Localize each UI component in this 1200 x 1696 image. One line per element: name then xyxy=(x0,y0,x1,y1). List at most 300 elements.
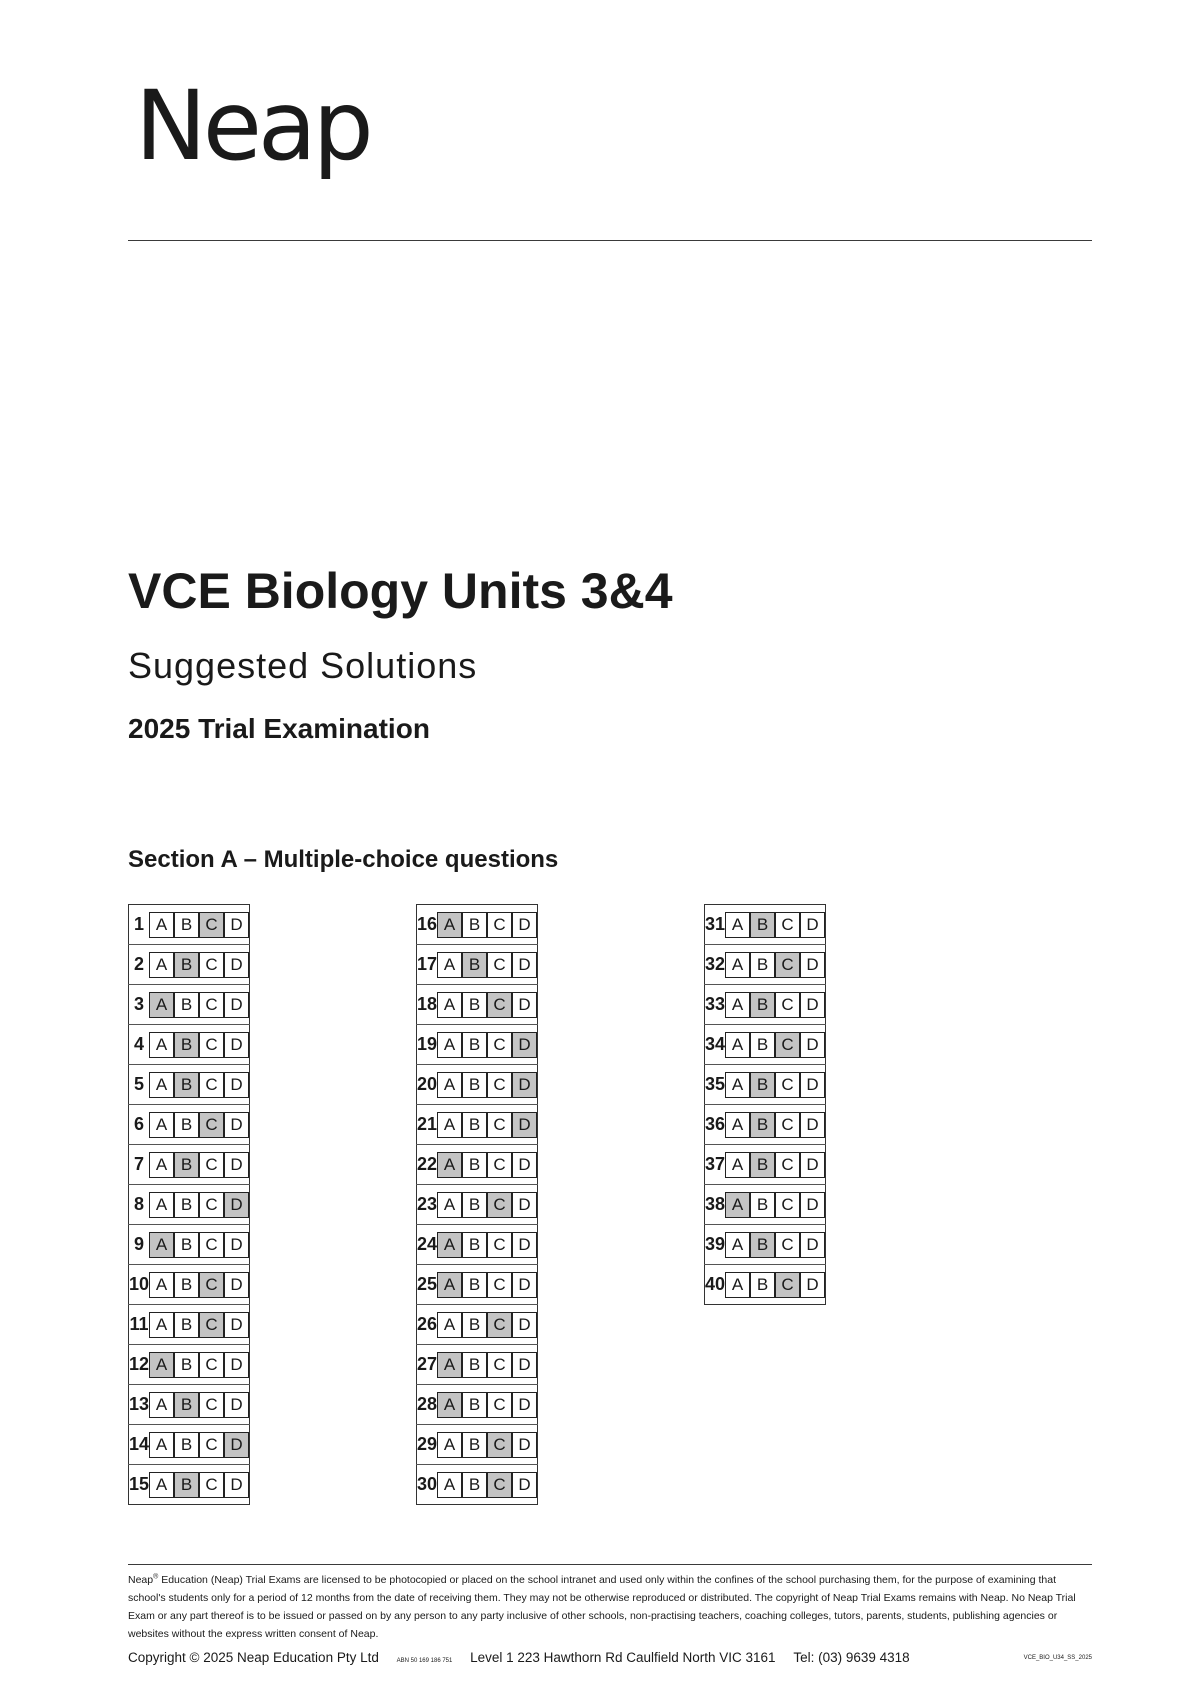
option-box: B xyxy=(462,1112,487,1138)
option-cell xyxy=(750,1065,775,1105)
option-box: A xyxy=(437,1112,462,1138)
answer-row xyxy=(417,1465,538,1505)
option-cell xyxy=(224,1025,250,1065)
option-box: B xyxy=(462,1032,487,1058)
option-box: D xyxy=(224,1272,249,1298)
option-box: B xyxy=(462,1472,487,1498)
option-cell xyxy=(800,1225,826,1265)
option-box: C xyxy=(775,992,800,1018)
question-number: 32 xyxy=(705,945,726,985)
option-cell xyxy=(199,1105,224,1145)
correct-answer-box: A xyxy=(437,912,462,938)
option-cell xyxy=(512,1185,538,1225)
option-cell xyxy=(462,1065,487,1105)
footer-divider xyxy=(128,1564,1092,1565)
option-box: C xyxy=(199,1472,224,1498)
option-box: C xyxy=(487,1032,512,1058)
option-cell xyxy=(437,1105,462,1145)
option-box: D xyxy=(512,1472,537,1498)
option-box: C xyxy=(775,912,800,938)
option-cell xyxy=(437,985,462,1025)
option-cell xyxy=(775,945,800,985)
option-cell xyxy=(725,1025,750,1065)
answer-row xyxy=(417,985,538,1025)
option-box: D xyxy=(512,1152,537,1178)
option-cell xyxy=(725,905,750,945)
option-cell xyxy=(149,945,174,985)
option-cell xyxy=(149,985,174,1025)
question-number: 31 xyxy=(705,905,726,945)
option-box: A xyxy=(725,912,750,938)
question-number: 8 xyxy=(129,1185,150,1225)
document-title: VCE Biology Units 3&4 xyxy=(128,563,673,619)
question-number: 9 xyxy=(129,1225,150,1265)
option-cell xyxy=(437,1185,462,1225)
option-cell xyxy=(462,1145,487,1185)
option-cell xyxy=(512,905,538,945)
answer-column-3 xyxy=(704,904,826,1305)
option-cell xyxy=(462,1385,487,1425)
option-cell xyxy=(174,1145,199,1185)
correct-answer-box: A xyxy=(437,1272,462,1298)
answer-row xyxy=(129,1225,250,1265)
option-cell xyxy=(149,1025,174,1065)
option-box: C xyxy=(487,1072,512,1098)
option-cell xyxy=(800,1065,826,1105)
option-cell xyxy=(174,1265,199,1305)
option-cell xyxy=(224,1385,250,1425)
option-box: C xyxy=(199,1392,224,1418)
option-cell xyxy=(487,1425,512,1465)
answer-row xyxy=(705,985,826,1025)
answer-row xyxy=(129,905,250,945)
option-cell xyxy=(725,1225,750,1265)
option-cell xyxy=(174,1305,199,1345)
question-number: 25 xyxy=(417,1265,438,1305)
question-number: 1 xyxy=(129,905,150,945)
option-cell xyxy=(750,1185,775,1225)
option-cell xyxy=(199,1225,224,1265)
option-cell xyxy=(487,1185,512,1225)
option-box: B xyxy=(750,1272,775,1298)
question-number: 5 xyxy=(129,1065,150,1105)
option-box: C xyxy=(487,1392,512,1418)
option-box: D xyxy=(224,1312,249,1338)
answer-row xyxy=(129,1305,250,1345)
answer-row xyxy=(129,1105,250,1145)
question-number: 13 xyxy=(129,1385,150,1425)
answer-column-1 xyxy=(128,904,250,1505)
document-subtitle: Suggested Solutions xyxy=(128,645,478,686)
option-box: C xyxy=(775,1232,800,1258)
option-cell xyxy=(775,1065,800,1105)
question-number: 22 xyxy=(417,1145,438,1185)
option-box: D xyxy=(800,912,825,938)
answer-row xyxy=(129,1465,250,1505)
option-cell xyxy=(437,1465,462,1505)
option-cell xyxy=(800,945,826,985)
correct-answer-box: C xyxy=(199,1272,224,1298)
option-box: C xyxy=(199,1032,224,1058)
answer-row xyxy=(417,1385,538,1425)
option-cell xyxy=(149,905,174,945)
option-cell xyxy=(725,1065,750,1105)
option-cell xyxy=(199,1385,224,1425)
option-box: C xyxy=(199,1152,224,1178)
correct-answer-box: A xyxy=(725,1192,750,1218)
option-box: B xyxy=(174,912,199,938)
option-cell xyxy=(462,905,487,945)
option-box: C xyxy=(487,912,512,938)
option-cell xyxy=(199,1145,224,1185)
correct-answer-box: B xyxy=(750,1072,775,1098)
option-cell xyxy=(725,1105,750,1145)
option-cell xyxy=(775,985,800,1025)
answer-row xyxy=(417,1425,538,1465)
option-box: D xyxy=(224,1072,249,1098)
option-cell xyxy=(750,1225,775,1265)
neap-logo: Neap xyxy=(135,70,370,182)
option-box: D xyxy=(512,912,537,938)
option-cell xyxy=(800,1025,826,1065)
option-cell xyxy=(487,1465,512,1505)
option-cell xyxy=(149,1145,174,1185)
option-box: A xyxy=(149,952,174,978)
option-box: B xyxy=(174,1232,199,1258)
option-box: B xyxy=(174,1112,199,1138)
option-box: C xyxy=(775,1112,800,1138)
option-cell xyxy=(512,945,538,985)
option-cell xyxy=(775,1185,800,1225)
option-cell xyxy=(512,1025,538,1065)
option-cell xyxy=(775,1105,800,1145)
option-box: A xyxy=(725,1272,750,1298)
correct-answer-box: B xyxy=(174,1392,199,1418)
question-number: 30 xyxy=(417,1474,438,1494)
option-cell xyxy=(174,1025,199,1065)
footer-brand: Neap xyxy=(128,1574,154,1586)
option-box: D xyxy=(512,1352,537,1378)
correct-answer-box: C xyxy=(487,992,512,1018)
option-box: B xyxy=(462,1272,487,1298)
question-number: 12 xyxy=(129,1345,150,1385)
answer-row xyxy=(129,1385,250,1425)
option-cell xyxy=(487,1385,512,1425)
option-box: B xyxy=(750,1032,775,1058)
answer-row xyxy=(129,1025,250,1065)
option-cell xyxy=(487,985,512,1025)
answer-row xyxy=(417,1225,538,1265)
option-cell xyxy=(750,1025,775,1065)
correct-answer-box: D xyxy=(512,1112,537,1138)
answer-row xyxy=(417,1305,538,1345)
option-cell xyxy=(487,1145,512,1185)
option-cell xyxy=(725,1185,750,1225)
option-box: C xyxy=(487,1232,512,1258)
option-box: B xyxy=(462,1152,487,1178)
option-box: A xyxy=(437,1472,462,1498)
option-box: A xyxy=(437,992,462,1018)
option-cell xyxy=(800,1185,826,1225)
option-cell xyxy=(437,1025,462,1065)
answer-row xyxy=(705,905,826,945)
option-cell xyxy=(149,1465,174,1505)
option-cell xyxy=(800,1145,826,1185)
option-box: B xyxy=(462,1192,487,1218)
option-cell xyxy=(775,1145,800,1185)
option-box: C xyxy=(199,1352,224,1378)
option-cell xyxy=(174,1225,199,1265)
correct-answer-box: C xyxy=(199,1312,224,1338)
option-cell xyxy=(462,1345,487,1385)
option-box: A xyxy=(437,1072,462,1098)
correct-answer-box: B xyxy=(174,1472,199,1498)
option-box: A xyxy=(725,952,750,978)
option-box: C xyxy=(199,1232,224,1258)
licence-text: Education (Neap) Trial Exams are licensed to be photocopied or placed on the school intranet and used only within the confines of the school purchasing them, for the purpose of examining that school's students only for a period of 12 months from the date of receiving them. They may not be otherwise reproduced or distributed. The copyright of Neap Trial Exams remains with Neap. No Neap Trial Exam or any part thereof is to be issued or passed on by any person to any party inclusive of other schools, non-practising teachers, coaching colleges, tutors, parents, students, publishing agencies or websites without the express written consent of Neap. xyxy=(128,1574,1076,1640)
option-box: A xyxy=(149,1272,174,1298)
correct-answer-box: B xyxy=(174,1032,199,1058)
option-box: B xyxy=(462,912,487,938)
question-number: 33 xyxy=(705,985,726,1025)
answer-row xyxy=(129,1425,250,1465)
option-box: A xyxy=(725,1112,750,1138)
answer-row xyxy=(417,1145,538,1185)
option-cell xyxy=(512,1385,538,1425)
option-box: C xyxy=(487,952,512,978)
question-number: 26 xyxy=(417,1305,438,1345)
option-cell xyxy=(750,1105,775,1145)
address-text: Level 1 223 Hawthorn Rd Caulfield North VIC 3161 xyxy=(470,1650,776,1665)
question-number: 2 xyxy=(129,945,150,985)
correct-answer-box: B xyxy=(750,912,775,938)
correct-answer-box: B xyxy=(750,1152,775,1178)
option-cell xyxy=(199,1465,224,1505)
option-cell xyxy=(149,1425,174,1465)
question-number: 29 xyxy=(417,1425,438,1465)
option-cell xyxy=(174,1425,199,1465)
option-cell xyxy=(174,1385,199,1425)
option-cell xyxy=(149,1345,174,1385)
option-cell xyxy=(462,1225,487,1265)
option-cell xyxy=(437,1145,462,1185)
option-box: A xyxy=(149,1312,174,1338)
option-cell xyxy=(174,945,199,985)
phone-text: Tel: (03) 9639 4318 xyxy=(793,1650,910,1665)
header-divider xyxy=(128,240,1092,241)
option-cell xyxy=(224,1465,250,1505)
question-number: 34 xyxy=(705,1025,726,1065)
correct-answer-box: C xyxy=(199,912,224,938)
licence-notice xyxy=(128,1571,1092,1643)
option-box: C xyxy=(487,1152,512,1178)
option-cell xyxy=(487,1345,512,1385)
option-box: A xyxy=(149,1072,174,1098)
option-cell xyxy=(512,1065,538,1105)
option-cell xyxy=(224,1265,250,1305)
answer-row xyxy=(417,905,538,945)
option-cell xyxy=(487,1025,512,1065)
option-box: B xyxy=(174,1312,199,1338)
correct-answer-box: D xyxy=(512,1072,537,1098)
question-number: 20 xyxy=(417,1065,438,1105)
option-cell xyxy=(462,1465,487,1505)
option-box: C xyxy=(199,952,224,978)
document-code: VCE_BIO_U34_SS_2025 xyxy=(1023,1655,1092,1661)
correct-answer-box: B xyxy=(174,1072,199,1098)
option-cell xyxy=(725,945,750,985)
option-cell xyxy=(487,1105,512,1145)
option-cell xyxy=(199,905,224,945)
option-box: D xyxy=(800,1232,825,1258)
option-box: B xyxy=(462,1072,487,1098)
copyright-line xyxy=(128,1648,1092,1668)
option-box: D xyxy=(224,952,249,978)
question-number: 27 xyxy=(417,1345,438,1385)
option-cell xyxy=(512,1265,538,1305)
option-cell xyxy=(750,1145,775,1185)
correct-answer-box: A xyxy=(437,1152,462,1178)
option-cell xyxy=(462,1305,487,1345)
option-cell xyxy=(437,1425,462,1465)
option-box: B xyxy=(174,992,199,1018)
option-cell xyxy=(750,985,775,1025)
answer-row xyxy=(129,1345,250,1385)
option-box: D xyxy=(224,1032,249,1058)
option-cell xyxy=(487,1305,512,1345)
option-cell xyxy=(437,1225,462,1265)
correct-answer-box: D xyxy=(512,1032,537,1058)
option-box: C xyxy=(199,1432,224,1458)
option-cell xyxy=(149,1105,174,1145)
answer-row xyxy=(705,1145,826,1185)
option-box: A xyxy=(149,1112,174,1138)
question-number: 19 xyxy=(417,1025,438,1065)
question-number: 28 xyxy=(417,1385,438,1425)
answer-row xyxy=(417,1345,538,1385)
option-cell xyxy=(224,1145,250,1185)
answer-row xyxy=(705,945,826,985)
option-cell xyxy=(512,1145,538,1185)
answer-row xyxy=(705,1105,826,1145)
option-box: D xyxy=(800,1272,825,1298)
option-box: B xyxy=(462,1392,487,1418)
option-box: D xyxy=(224,1392,249,1418)
option-box: D xyxy=(800,992,825,1018)
registered-mark: ® xyxy=(153,1573,159,1581)
option-cell xyxy=(487,1065,512,1105)
correct-answer-box: A xyxy=(437,1232,462,1258)
answer-row xyxy=(705,1065,826,1105)
abn-text: ABN 50 169 186 751 xyxy=(396,1658,453,1664)
answer-row xyxy=(417,1065,538,1105)
option-box: B xyxy=(750,1192,775,1218)
option-box: C xyxy=(199,992,224,1018)
option-cell xyxy=(462,1185,487,1225)
option-cell xyxy=(437,905,462,945)
option-box: C xyxy=(199,1192,224,1218)
option-box: A xyxy=(437,1192,462,1218)
correct-answer-box: C xyxy=(775,1032,800,1058)
option-cell xyxy=(512,1425,538,1465)
copyright-text: Copyright © 2025 Neap Education Pty Ltd xyxy=(128,1650,379,1665)
option-cell xyxy=(199,1345,224,1385)
correct-answer-box: A xyxy=(149,1352,174,1378)
question-number: 39 xyxy=(705,1225,726,1265)
option-cell xyxy=(224,1425,250,1465)
correct-answer-box: B xyxy=(750,1112,775,1138)
option-cell xyxy=(512,1345,538,1385)
question-number: 18 xyxy=(417,985,438,1025)
option-cell xyxy=(174,905,199,945)
option-box: C xyxy=(487,1272,512,1298)
question-number: 10 xyxy=(129,1265,150,1305)
option-box: D xyxy=(224,1472,249,1498)
option-cell xyxy=(512,1105,538,1145)
option-box: B xyxy=(462,1432,487,1458)
correct-answer-box: C xyxy=(199,1112,224,1138)
option-box: D xyxy=(512,992,537,1018)
option-box: A xyxy=(149,1472,174,1498)
correct-answer-box: B xyxy=(462,952,487,978)
option-cell xyxy=(775,905,800,945)
option-box: D xyxy=(800,1032,825,1058)
option-cell xyxy=(750,1265,775,1305)
option-box: D xyxy=(800,1112,825,1138)
option-cell xyxy=(725,1145,750,1185)
question-number: 6 xyxy=(129,1105,150,1145)
option-cell xyxy=(199,985,224,1025)
option-cell xyxy=(750,945,775,985)
option-cell xyxy=(224,945,250,985)
option-box: B xyxy=(462,1352,487,1378)
option-cell xyxy=(199,1425,224,1465)
option-box: A xyxy=(437,1032,462,1058)
option-cell xyxy=(512,1465,538,1505)
option-cell xyxy=(437,1065,462,1105)
option-cell xyxy=(437,945,462,985)
correct-answer-box: A xyxy=(149,1232,174,1258)
answer-row xyxy=(129,1065,250,1105)
option-cell xyxy=(800,905,826,945)
answer-row xyxy=(417,945,538,985)
option-cell xyxy=(487,1265,512,1305)
question-number: 36 xyxy=(705,1105,726,1145)
option-cell xyxy=(224,985,250,1025)
option-box: D xyxy=(800,1192,825,1218)
answer-row xyxy=(129,945,250,985)
correct-answer-box: B xyxy=(174,952,199,978)
option-cell xyxy=(174,1065,199,1105)
option-cell xyxy=(199,1065,224,1105)
option-box: A xyxy=(725,992,750,1018)
section-heading: Section A – Multiple-choice questions xyxy=(128,846,559,873)
correct-answer-box: A xyxy=(149,992,174,1018)
option-cell xyxy=(199,1305,224,1345)
option-cell xyxy=(149,1305,174,1345)
option-cell xyxy=(437,1305,462,1345)
question-number: 21 xyxy=(417,1105,438,1145)
question-number: 38 xyxy=(705,1185,726,1225)
option-cell xyxy=(750,905,775,945)
option-cell xyxy=(224,1345,250,1385)
option-cell xyxy=(462,945,487,985)
option-box: D xyxy=(800,1152,825,1178)
option-cell xyxy=(224,905,250,945)
option-box: A xyxy=(437,952,462,978)
option-box: C xyxy=(487,1352,512,1378)
question-number: 3 xyxy=(129,985,150,1025)
